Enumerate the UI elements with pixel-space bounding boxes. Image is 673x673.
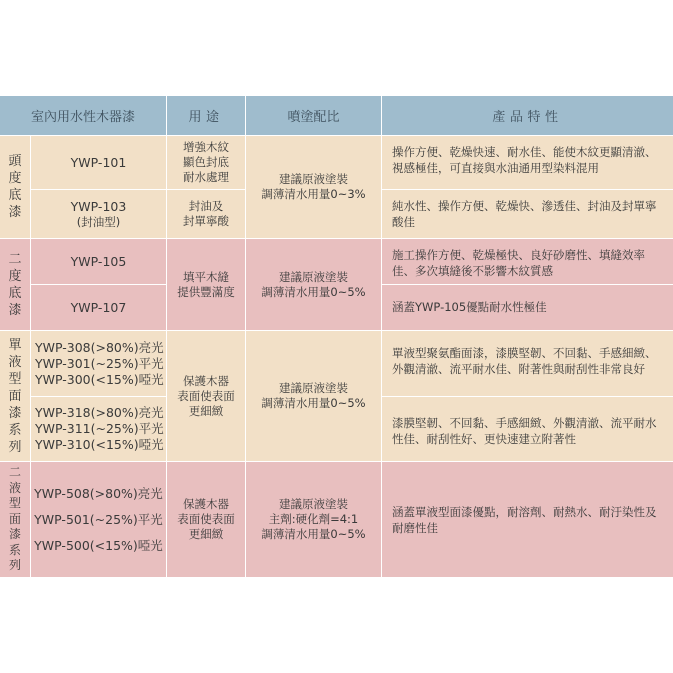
group-label-char: 底 [8, 188, 22, 203]
group-label-char: 漆 [8, 527, 21, 542]
group-label-char: 列 [8, 439, 22, 455]
group-label-char: 列 [8, 558, 21, 573]
model-code: YWP-508(>80%)亮光 [34, 485, 163, 501]
group-label-char: 面 [8, 511, 21, 526]
group-label-two-component-topcoat [0, 462, 30, 577]
group-label-char: 單 [8, 337, 22, 353]
group-label-char: 度 [8, 268, 22, 284]
group-label-single-topcoat [0, 331, 30, 461]
spray-cell: 建議原液塗裝 調薄清水用量0~3% [246, 136, 381, 238]
model-cell [31, 285, 166, 330]
header-usage [167, 96, 245, 135]
group-label-char: 系 [8, 422, 22, 438]
model-cell [31, 190, 166, 238]
group-label-first-primer [0, 136, 30, 238]
feature-cell: 施工操作方便、乾燥極快、良好砂磨性、填縫效率佳、多次填縫後不影響木紋質感 [382, 239, 673, 284]
model-cell [31, 462, 166, 577]
model-cell [31, 331, 166, 396]
model-code: YWP-300(<15%)啞光 [35, 371, 164, 387]
product-spec-table [0, 96, 673, 577]
model-code: YWP-101 [70, 154, 127, 170]
model-code: YWP-105 [70, 253, 127, 269]
model-code: YWP-501(~25%)平光 [34, 511, 163, 527]
model-subtitle: (封油型) [76, 214, 121, 229]
header-spray [246, 96, 381, 135]
model-code: YWP-107 [70, 299, 127, 315]
feature-cell: 漆膜堅韌、不回黏、手感細緻、外觀清澈、流平耐水性佳、耐刮性好、更快速建立附著性 [382, 397, 673, 461]
model-code: YWP-310(<15%)啞光 [35, 437, 164, 452]
spray-cell: 建議原液塗裝 調薄清水用量0~5% [246, 239, 381, 330]
model-cell [31, 397, 166, 461]
header-product [0, 96, 166, 135]
group-label-char: 液 [8, 354, 22, 370]
feature-cell: 純水性、操作方便、乾燥快、滲透佳、封油及封單寧酸佳 [382, 190, 673, 238]
model-code: YWP-301(~25%)平光 [35, 355, 164, 371]
group-label-char: 漆 [8, 302, 22, 318]
group-label-second-primer [0, 239, 30, 330]
feature-cell: 涵蓋單液型面漆優點，耐溶劑、耐熱水、耐汙染性及耐磨性佳 [382, 462, 673, 577]
group-label-char: 型 [8, 371, 22, 387]
group-label-char: 系 [8, 542, 21, 557]
group-label-char: 型 [8, 496, 21, 511]
usage-cell: 保護木器 表面使表面 更細緻 [167, 331, 245, 461]
spray-cell: 建議原液塗裝 調薄清水用量0~5% [246, 331, 381, 461]
group-label-char: 二 [8, 465, 21, 480]
feature-cell: 單液型聚氨酯面漆，漆膜堅韌、不回黏、手感細緻、外觀清澈、流平耐水佳、附著性與耐刮性非常良好 [382, 331, 673, 396]
usage-cell: 填平木縫 提供豐滿度 [167, 239, 245, 330]
header-features [382, 96, 673, 135]
usage-cell: 增強木紋 顯色封底 耐水處理 [167, 136, 245, 189]
group-label-char: 底 [8, 285, 22, 301]
header-features-text: 產品特性 [492, 110, 563, 125]
model-code: YWP-103 [70, 198, 127, 214]
group-label-char: 度 [8, 171, 22, 186]
group-label-char: 漆 [8, 205, 22, 220]
model-code: YWP-308(>80%)亮光 [35, 339, 164, 355]
model-cell [31, 136, 166, 189]
spray-cell: 建議原液塗裝 主劑:硬化劑=4:1 調薄清水用量0~5% [246, 462, 381, 577]
feature-cell: 操作方便、乾燥快速、耐水佳、能使木紋更顯清澈、視感極佳，可直接與水油通用型染料混用 [382, 136, 673, 189]
header-usage-text: 用途 [188, 110, 224, 125]
model-code: YWP-318(>80%)亮光 [35, 405, 164, 420]
group-label-char: 漆 [8, 405, 22, 421]
group-label-char: 液 [8, 480, 21, 495]
usage-cell: 封油及 封單寧酸 [167, 190, 245, 238]
header-spray-text: 噴塗配比 [287, 110, 340, 125]
feature-cell: 涵蓋YWP-105優點耐水性極佳 [382, 285, 673, 330]
header-product-text: 室內用水性木器漆 [30, 110, 135, 125]
model-cell [31, 239, 166, 284]
model-code: YWP-500(<15%)啞光 [34, 537, 163, 553]
group-label-char: 頭 [8, 154, 22, 169]
group-label-char: 面 [8, 388, 22, 404]
usage-cell: 保護木器 表面使表面 更細緻 [167, 462, 245, 577]
model-code: YWP-311(~25%)平光 [35, 421, 164, 436]
group-label-char: 二 [8, 251, 22, 267]
